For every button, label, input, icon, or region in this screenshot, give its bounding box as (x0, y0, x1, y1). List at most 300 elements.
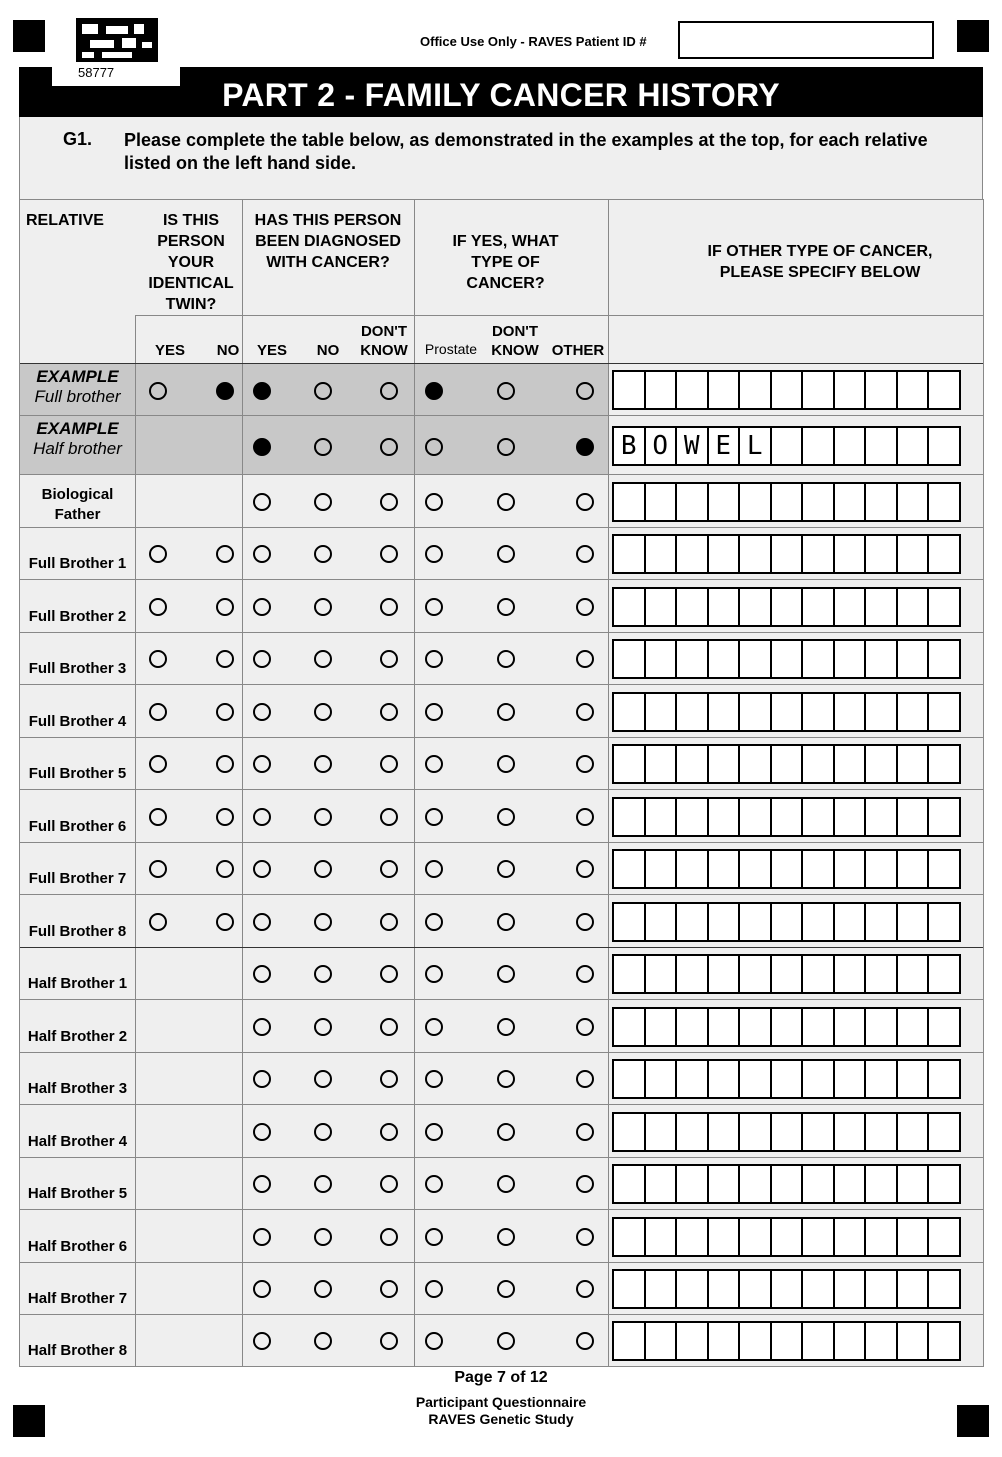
half-brother-1-type-prostate-radio[interactable] (425, 965, 443, 983)
table.rows.4-letter-box[interactable] (644, 692, 678, 732)
table.examples.0-letter-box[interactable] (612, 370, 646, 410)
table.rows.5-letter-box[interactable] (927, 744, 961, 784)
table.rows.4-letter-box[interactable] (707, 692, 741, 732)
half-brother-7-diagnosed-dont-know-radio[interactable] (380, 1280, 398, 1298)
table.rows.11-letter-box[interactable] (927, 1059, 961, 1099)
half-brother-4-type-other-radio[interactable] (576, 1123, 594, 1141)
table.rows.8-letter-box[interactable] (770, 902, 804, 942)
table.rows.6-letter-box[interactable] (927, 797, 961, 837)
table.rows.0-letter-box[interactable] (675, 482, 709, 522)
half-brother-4-diagnosed-no-radio[interactable] (314, 1123, 332, 1141)
table.rows.7-letter-box[interactable] (801, 849, 835, 889)
table.rows.5-letter-box[interactable] (738, 744, 772, 784)
full-brother-5-diagnosed-yes-radio[interactable] (253, 755, 271, 773)
full-brother-3-type-dont-know-radio[interactable] (497, 650, 515, 668)
full-brother-8-diagnosed-dont-know-radio[interactable] (380, 913, 398, 931)
half-brother-2-diagnosed-no-radio[interactable] (314, 1018, 332, 1036)
table.rows.7-letter-box[interactable] (927, 849, 961, 889)
table.rows.9-letter-box[interactable] (644, 954, 678, 994)
table.rows.4-letter-box[interactable] (927, 692, 961, 732)
table.rows.3-letter-box[interactable] (738, 639, 772, 679)
table.rows.0-letter-box[interactable] (738, 482, 772, 522)
table.rows.0-letter-box[interactable] (896, 482, 930, 522)
full-brother-5-diagnosed-no-radio[interactable] (314, 755, 332, 773)
half-brother-7-type-other-radio[interactable] (576, 1280, 594, 1298)
table.rows.16-letter-box[interactable] (612, 1321, 646, 1361)
table.rows.9-letter-box[interactable] (801, 954, 835, 994)
table.rows.10-letter-box[interactable] (738, 1007, 772, 1047)
half-brother-5-type-other-radio[interactable] (576, 1175, 594, 1193)
table.rows.2-letter-box[interactable] (644, 587, 678, 627)
table.rows.16-letter-box[interactable] (833, 1321, 867, 1361)
table.rows.2-letter-box[interactable] (801, 587, 835, 627)
table.rows.8-letter-box[interactable] (738, 902, 772, 942)
full-brother-2-type-other-radio[interactable] (576, 598, 594, 616)
table.rows.3-letter-box[interactable] (770, 639, 804, 679)
full-brother-4-diagnosed-dont-know-radio[interactable] (380, 703, 398, 721)
table.rows.8-letter-box[interactable] (612, 902, 646, 942)
table.rows.16-letter-box[interactable] (864, 1321, 898, 1361)
full-brother-2-type-prostate-radio[interactable] (425, 598, 443, 616)
table.examples.0-letter-box[interactable] (896, 370, 930, 410)
full-brother-3-twin-no-radio[interactable] (216, 650, 234, 668)
biological-father-diagnosed-no-radio[interactable] (314, 493, 332, 511)
table.rows.0-letter-box[interactable] (707, 482, 741, 522)
full-brother-7-type-dont-know-radio[interactable] (497, 860, 515, 878)
half-brother-2-type-prostate-radio[interactable] (425, 1018, 443, 1036)
table.rows.11-letter-box[interactable] (864, 1059, 898, 1099)
table.rows.14-letter-box[interactable] (896, 1217, 930, 1257)
table.rows.5-letter-box[interactable] (675, 744, 709, 784)
table.rows.15-letter-box[interactable] (675, 1269, 709, 1309)
table.rows.14-letter-box[interactable] (738, 1217, 772, 1257)
half-brother-6-diagnosed-dont-know-radio[interactable] (380, 1228, 398, 1246)
table.rows.0-letter-box[interactable] (644, 482, 678, 522)
table.rows.5-letter-box[interactable] (864, 744, 898, 784)
table.rows.10-letter-box[interactable] (707, 1007, 741, 1047)
table.rows.3-letter-box[interactable] (675, 639, 709, 679)
table.rows.0-letter-box[interactable] (770, 482, 804, 522)
example-full-brother-type-dont-know-radio[interactable] (497, 382, 515, 400)
table.rows.11-letter-box[interactable] (644, 1059, 678, 1099)
table.rows.7-letter-box[interactable] (864, 849, 898, 889)
half-brother-2-diagnosed-yes-radio[interactable] (253, 1018, 271, 1036)
table.rows.6-letter-box[interactable] (770, 797, 804, 837)
table.rows.12-letter-box[interactable] (833, 1112, 867, 1152)
table.rows.10-letter-box[interactable] (833, 1007, 867, 1047)
table.examples.1-letter-box[interactable]: O (644, 426, 678, 466)
table.rows.0-letter-box[interactable] (927, 482, 961, 522)
table.rows.4-letter-box[interactable] (833, 692, 867, 732)
example-half-brother-diagnosed-dont-know-radio[interactable] (380, 438, 398, 456)
full-brother-4-type-prostate-radio[interactable] (425, 703, 443, 721)
table.rows.3-letter-box[interactable] (833, 639, 867, 679)
full-brother-6-type-other-radio[interactable] (576, 808, 594, 826)
full-brother-5-type-other-radio[interactable] (576, 755, 594, 773)
full-brother-2-diagnosed-yes-radio[interactable] (253, 598, 271, 616)
table.rows.3-letter-box[interactable] (612, 639, 646, 679)
table.rows.12-letter-box[interactable] (738, 1112, 772, 1152)
full-brother-3-type-other-radio[interactable] (576, 650, 594, 668)
full-brother-2-twin-no-radio[interactable] (216, 598, 234, 616)
table.rows.5-letter-box[interactable] (612, 744, 646, 784)
table.rows.2-letter-box[interactable] (675, 587, 709, 627)
table.rows.11-letter-box[interactable] (801, 1059, 835, 1099)
table.examples.1-letter-box[interactable]: W (675, 426, 709, 466)
half-brother-8-type-other-radio[interactable] (576, 1332, 594, 1350)
table.rows.16-letter-box[interactable] (927, 1321, 961, 1361)
full-brother-5-diagnosed-dont-know-radio[interactable] (380, 755, 398, 773)
half-brother-2-diagnosed-dont-know-radio[interactable] (380, 1018, 398, 1036)
table.rows.6-letter-box[interactable] (738, 797, 772, 837)
example-full-brother-diagnosed-yes-radio[interactable] (253, 382, 271, 400)
table.rows.11-letter-box[interactable] (770, 1059, 804, 1099)
table.rows.9-letter-box[interactable] (833, 954, 867, 994)
full-brother-4-type-dont-know-radio[interactable] (497, 703, 515, 721)
table.rows.6-letter-box[interactable] (644, 797, 678, 837)
table.examples.0-letter-box[interactable] (644, 370, 678, 410)
full-brother-6-type-dont-know-radio[interactable] (497, 808, 515, 826)
table.rows.6-letter-box[interactable] (612, 797, 646, 837)
table.rows.4-letter-box[interactable] (801, 692, 835, 732)
half-brother-1-diagnosed-dont-know-radio[interactable] (380, 965, 398, 983)
table.rows.6-letter-box[interactable] (675, 797, 709, 837)
table.rows.14-letter-box[interactable] (675, 1217, 709, 1257)
half-brother-1-diagnosed-no-radio[interactable] (314, 965, 332, 983)
table.rows.9-letter-box[interactable] (738, 954, 772, 994)
full-brother-7-diagnosed-yes-radio[interactable] (253, 860, 271, 878)
table.rows.8-letter-box[interactable] (864, 902, 898, 942)
half-brother-3-diagnosed-yes-radio[interactable] (253, 1070, 271, 1088)
table.examples.0-letter-box[interactable] (738, 370, 772, 410)
full-brother-7-diagnosed-no-radio[interactable] (314, 860, 332, 878)
half-brother-6-type-prostate-radio[interactable] (425, 1228, 443, 1246)
table.rows.1-letter-box[interactable] (927, 534, 961, 574)
biological-father-diagnosed-yes-radio[interactable] (253, 493, 271, 511)
table.rows.14-letter-box[interactable] (801, 1217, 835, 1257)
table.rows.13-letter-box[interactable] (644, 1164, 678, 1204)
table.rows.8-letter-box[interactable] (896, 902, 930, 942)
table.rows.14-letter-box[interactable] (833, 1217, 867, 1257)
table.examples.1-letter-box[interactable] (770, 426, 804, 466)
table.rows.15-letter-box[interactable] (927, 1269, 961, 1309)
example-half-brother-type-dont-know-radio[interactable] (497, 438, 515, 456)
table.rows.1-letter-box[interactable] (675, 534, 709, 574)
half-brother-5-type-prostate-radio[interactable] (425, 1175, 443, 1193)
half-brother-8-type-prostate-radio[interactable] (425, 1332, 443, 1350)
table.examples.0-letter-box[interactable] (864, 370, 898, 410)
table.rows.0-letter-box[interactable] (864, 482, 898, 522)
table.rows.13-letter-box[interactable] (801, 1164, 835, 1204)
table.rows.10-letter-box[interactable] (801, 1007, 835, 1047)
full-brother-1-type-dont-know-radio[interactable] (497, 545, 515, 563)
table.rows.13-letter-box[interactable] (896, 1164, 930, 1204)
table.rows.0-letter-box[interactable] (612, 482, 646, 522)
table.rows.5-letter-box[interactable] (644, 744, 678, 784)
table.rows.2-letter-box[interactable] (864, 587, 898, 627)
example-half-brother-type-other-radio[interactable] (576, 438, 594, 456)
table.rows.7-letter-box[interactable] (707, 849, 741, 889)
table.rows.7-letter-box[interactable] (896, 849, 930, 889)
table.examples.1-letter-box[interactable] (927, 426, 961, 466)
table.rows.5-letter-box[interactable] (801, 744, 835, 784)
table.rows.13-letter-box[interactable] (612, 1164, 646, 1204)
table.rows.11-letter-box[interactable] (738, 1059, 772, 1099)
full-brother-6-twin-yes-radio[interactable] (149, 808, 167, 826)
half-brother-1-type-other-radio[interactable] (576, 965, 594, 983)
full-brother-4-twin-yes-radio[interactable] (149, 703, 167, 721)
table.rows.8-letter-box[interactable] (644, 902, 678, 942)
table.rows.9-letter-box[interactable] (770, 954, 804, 994)
table.examples.1-letter-box[interactable] (833, 426, 867, 466)
table.examples.1-letter-box[interactable]: B (612, 426, 646, 466)
full-brother-3-diagnosed-no-radio[interactable] (314, 650, 332, 668)
table.rows.14-letter-box[interactable] (612, 1217, 646, 1257)
half-brother-8-type-dont-know-radio[interactable] (497, 1332, 515, 1350)
table.rows.10-letter-box[interactable] (644, 1007, 678, 1047)
table.rows.10-letter-box[interactable] (770, 1007, 804, 1047)
table.rows.15-letter-box[interactable] (738, 1269, 772, 1309)
full-brother-6-diagnosed-no-radio[interactable] (314, 808, 332, 826)
half-brother-4-type-dont-know-radio[interactable] (497, 1123, 515, 1141)
half-brother-3-type-prostate-radio[interactable] (425, 1070, 443, 1088)
table.rows.11-letter-box[interactable] (833, 1059, 867, 1099)
table.examples.0-letter-box[interactable] (801, 370, 835, 410)
table.rows.9-letter-box[interactable] (675, 954, 709, 994)
half-brother-8-diagnosed-yes-radio[interactable] (253, 1332, 271, 1350)
table.examples.1-letter-box[interactable]: E (707, 426, 741, 466)
example-full-brother-diagnosed-no-radio[interactable] (314, 382, 332, 400)
table.rows.1-letter-box[interactable] (612, 534, 646, 574)
table.rows.14-letter-box[interactable] (864, 1217, 898, 1257)
example-half-brother-diagnosed-no-radio[interactable] (314, 438, 332, 456)
table.rows.6-letter-box[interactable] (707, 797, 741, 837)
table.rows.12-letter-box[interactable] (707, 1112, 741, 1152)
table.rows.1-letter-box[interactable] (707, 534, 741, 574)
table.rows.12-letter-box[interactable] (896, 1112, 930, 1152)
half-brother-4-diagnosed-yes-radio[interactable] (253, 1123, 271, 1141)
full-brother-3-twin-yes-radio[interactable] (149, 650, 167, 668)
table.rows.9-letter-box[interactable] (612, 954, 646, 994)
table.rows.7-letter-box[interactable] (675, 849, 709, 889)
table.rows.2-letter-box[interactable] (770, 587, 804, 627)
table.rows.12-letter-box[interactable] (927, 1112, 961, 1152)
full-brother-6-twin-no-radio[interactable] (216, 808, 234, 826)
table.rows.0-letter-box[interactable] (833, 482, 867, 522)
full-brother-1-type-prostate-radio[interactable] (425, 545, 443, 563)
half-brother-3-diagnosed-no-radio[interactable] (314, 1070, 332, 1088)
half-brother-1-diagnosed-yes-radio[interactable] (253, 965, 271, 983)
table.rows.8-letter-box[interactable] (707, 902, 741, 942)
table.rows.1-letter-box[interactable] (801, 534, 835, 574)
full-brother-4-diagnosed-yes-radio[interactable] (253, 703, 271, 721)
table.rows.10-letter-box[interactable] (675, 1007, 709, 1047)
full-brother-2-diagnosed-no-radio[interactable] (314, 598, 332, 616)
full-brother-4-twin-no-radio[interactable] (216, 703, 234, 721)
table.rows.4-letter-box[interactable] (864, 692, 898, 732)
table.rows.11-letter-box[interactable] (675, 1059, 709, 1099)
table.examples.0-letter-box[interactable] (707, 370, 741, 410)
table.rows.15-letter-box[interactable] (801, 1269, 835, 1309)
table.rows.2-letter-box[interactable] (612, 587, 646, 627)
example-full-brother-type-prostate-radio[interactable] (425, 382, 443, 400)
half-brother-1-type-dont-know-radio[interactable] (497, 965, 515, 983)
full-brother-3-diagnosed-yes-radio[interactable] (253, 650, 271, 668)
table.rows.2-letter-box[interactable] (927, 587, 961, 627)
full-brother-1-diagnosed-dont-know-radio[interactable] (380, 545, 398, 563)
table.rows.9-letter-box[interactable] (896, 954, 930, 994)
full-brother-8-type-dont-know-radio[interactable] (497, 913, 515, 931)
full-brother-8-twin-yes-radio[interactable] (149, 913, 167, 931)
half-brother-7-type-prostate-radio[interactable] (425, 1280, 443, 1298)
table.rows.1-letter-box[interactable] (864, 534, 898, 574)
table.rows.1-letter-box[interactable] (644, 534, 678, 574)
table.rows.11-letter-box[interactable] (612, 1059, 646, 1099)
table.rows.13-letter-box[interactable] (927, 1164, 961, 1204)
table.rows.9-letter-box[interactable] (927, 954, 961, 994)
half-brother-8-diagnosed-dont-know-radio[interactable] (380, 1332, 398, 1350)
table.rows.15-letter-box[interactable] (707, 1269, 741, 1309)
table.rows.4-letter-box[interactable] (738, 692, 772, 732)
half-brother-3-type-other-radio[interactable] (576, 1070, 594, 1088)
full-brother-6-diagnosed-dont-know-radio[interactable] (380, 808, 398, 826)
table.rows.6-letter-box[interactable] (864, 797, 898, 837)
biological-father-type-prostate-radio[interactable] (425, 493, 443, 511)
half-brother-6-type-other-radio[interactable] (576, 1228, 594, 1246)
table.examples.1-letter-box[interactable] (864, 426, 898, 466)
table.rows.12-letter-box[interactable] (864, 1112, 898, 1152)
table.rows.1-letter-box[interactable] (738, 534, 772, 574)
table.rows.8-letter-box[interactable] (675, 902, 709, 942)
half-brother-6-diagnosed-no-radio[interactable] (314, 1228, 332, 1246)
table.rows.14-letter-box[interactable] (927, 1217, 961, 1257)
table.rows.7-letter-box[interactable] (644, 849, 678, 889)
table.rows.16-letter-box[interactable] (738, 1321, 772, 1361)
table.rows.13-letter-box[interactable] (675, 1164, 709, 1204)
full-brother-6-diagnosed-yes-radio[interactable] (253, 808, 271, 826)
half-brother-6-type-dont-know-radio[interactable] (497, 1228, 515, 1246)
table.rows.11-letter-box[interactable] (896, 1059, 930, 1099)
half-brother-3-diagnosed-dont-know-radio[interactable] (380, 1070, 398, 1088)
full-brother-5-type-dont-know-radio[interactable] (497, 755, 515, 773)
table.rows.15-letter-box[interactable] (770, 1269, 804, 1309)
half-brother-4-type-prostate-radio[interactable] (425, 1123, 443, 1141)
biological-father-type-dont-know-radio[interactable] (497, 493, 515, 511)
table.rows.7-letter-box[interactable] (770, 849, 804, 889)
table.rows.7-letter-box[interactable] (833, 849, 867, 889)
table.rows.0-letter-box[interactable] (801, 482, 835, 522)
table.examples.0-letter-box[interactable] (833, 370, 867, 410)
table.rows.8-letter-box[interactable] (801, 902, 835, 942)
example-half-brother-type-prostate-radio[interactable] (425, 438, 443, 456)
half-brother-8-diagnosed-no-radio[interactable] (314, 1332, 332, 1350)
full-brother-8-diagnosed-yes-radio[interactable] (253, 913, 271, 931)
full-brother-5-type-prostate-radio[interactable] (425, 755, 443, 773)
full-brother-5-twin-no-radio[interactable] (216, 755, 234, 773)
full-brother-2-diagnosed-dont-know-radio[interactable] (380, 598, 398, 616)
table.rows.5-letter-box[interactable] (707, 744, 741, 784)
half-brother-2-type-other-radio[interactable] (576, 1018, 594, 1036)
half-brother-5-diagnosed-yes-radio[interactable] (253, 1175, 271, 1193)
table.rows.15-letter-box[interactable] (612, 1269, 646, 1309)
half-brother-7-diagnosed-yes-radio[interactable] (253, 1280, 271, 1298)
table.rows.7-letter-box[interactable] (738, 849, 772, 889)
table.rows.4-letter-box[interactable] (612, 692, 646, 732)
full-brother-1-type-other-radio[interactable] (576, 545, 594, 563)
biological-father-diagnosed-dont-know-radio[interactable] (380, 493, 398, 511)
table.examples.1-letter-box[interactable] (801, 426, 835, 466)
full-brother-7-type-other-radio[interactable] (576, 860, 594, 878)
table.rows.16-letter-box[interactable] (801, 1321, 835, 1361)
full-brother-8-type-other-radio[interactable] (576, 913, 594, 931)
table.rows.3-letter-box[interactable] (896, 639, 930, 679)
half-brother-7-diagnosed-no-radio[interactable] (314, 1280, 332, 1298)
table.rows.15-letter-box[interactable] (833, 1269, 867, 1309)
table.rows.4-letter-box[interactable] (896, 692, 930, 732)
table.rows.2-letter-box[interactable] (896, 587, 930, 627)
example-full-brother-twin-yes-radio[interactable] (149, 382, 167, 400)
table.rows.10-letter-box[interactable] (896, 1007, 930, 1047)
table.rows.15-letter-box[interactable] (864, 1269, 898, 1309)
table.rows.2-letter-box[interactable] (738, 587, 772, 627)
table.rows.5-letter-box[interactable] (770, 744, 804, 784)
table.examples.0-letter-box[interactable] (927, 370, 961, 410)
table.rows.10-letter-box[interactable] (612, 1007, 646, 1047)
table.rows.4-letter-box[interactable] (770, 692, 804, 732)
table.rows.6-letter-box[interactable] (896, 797, 930, 837)
table.rows.13-letter-box[interactable] (738, 1164, 772, 1204)
full-brother-5-twin-yes-radio[interactable] (149, 755, 167, 773)
table.rows.14-letter-box[interactable] (770, 1217, 804, 1257)
table.rows.13-letter-box[interactable] (864, 1164, 898, 1204)
full-brother-1-twin-yes-radio[interactable] (149, 545, 167, 563)
table.rows.14-letter-box[interactable] (707, 1217, 741, 1257)
full-brother-1-diagnosed-no-radio[interactable] (314, 545, 332, 563)
full-brother-8-type-prostate-radio[interactable] (425, 913, 443, 931)
full-brother-3-diagnosed-dont-know-radio[interactable] (380, 650, 398, 668)
table.rows.11-letter-box[interactable] (707, 1059, 741, 1099)
table.rows.12-letter-box[interactable] (612, 1112, 646, 1152)
table.examples.0-letter-box[interactable] (770, 370, 804, 410)
table.rows.10-letter-box[interactable] (864, 1007, 898, 1047)
table.rows.16-letter-box[interactable] (896, 1321, 930, 1361)
full-brother-1-diagnosed-yes-radio[interactable] (253, 545, 271, 563)
half-brother-6-diagnosed-yes-radio[interactable] (253, 1228, 271, 1246)
table.rows.1-letter-box[interactable] (833, 534, 867, 574)
half-brother-2-type-dont-know-radio[interactable] (497, 1018, 515, 1036)
table.rows.16-letter-box[interactable] (707, 1321, 741, 1361)
table.rows.8-letter-box[interactable] (927, 902, 961, 942)
table.rows.9-letter-box[interactable] (707, 954, 741, 994)
table.rows.1-letter-box[interactable] (770, 534, 804, 574)
table.rows.6-letter-box[interactable] (801, 797, 835, 837)
table.rows.3-letter-box[interactable] (707, 639, 741, 679)
half-brother-5-diagnosed-no-radio[interactable] (314, 1175, 332, 1193)
full-brother-4-diagnosed-no-radio[interactable] (314, 703, 332, 721)
full-brother-1-twin-no-radio[interactable] (216, 545, 234, 563)
table.rows.12-letter-box[interactable] (675, 1112, 709, 1152)
full-brother-4-type-other-radio[interactable] (576, 703, 594, 721)
half-brother-3-type-dont-know-radio[interactable] (497, 1070, 515, 1088)
full-brother-8-diagnosed-no-radio[interactable] (314, 913, 332, 931)
full-brother-2-twin-yes-radio[interactable] (149, 598, 167, 616)
table.rows.6-letter-box[interactable] (833, 797, 867, 837)
table.rows.2-letter-box[interactable] (833, 587, 867, 627)
example-full-brother-diagnosed-dont-know-radio[interactable] (380, 382, 398, 400)
example-half-brother-diagnosed-yes-radio[interactable] (253, 438, 271, 456)
table.rows.1-letter-box[interactable] (896, 534, 930, 574)
table.rows.7-letter-box[interactable] (612, 849, 646, 889)
